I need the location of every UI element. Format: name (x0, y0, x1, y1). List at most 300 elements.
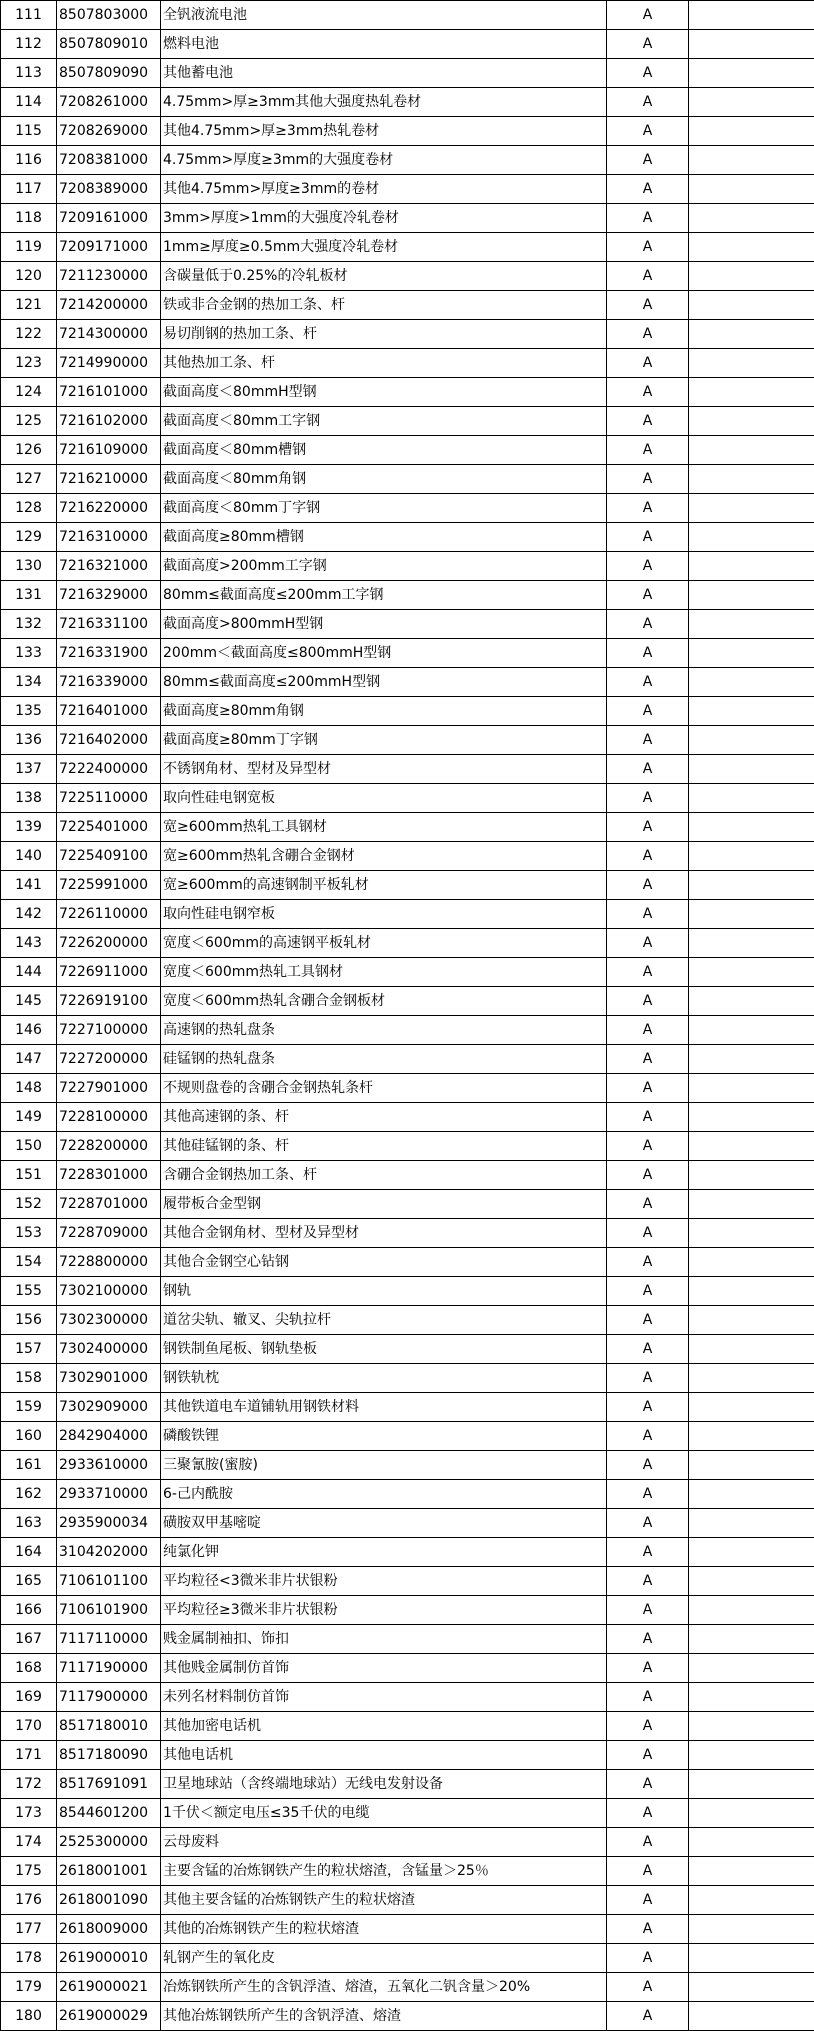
table-row (1, 494, 814, 523)
product-name-cell: 4.75mm>厚≥3mm其他大强度热轧卷材 (161, 88, 607, 117)
row-number-cell: 165 (1, 1567, 57, 1596)
hs-code-cell: 7302901000 (57, 1364, 161, 1393)
hs-code-cell: 7117900000 (57, 1683, 161, 1712)
remarks-cell (689, 1132, 814, 1161)
category-cell: A (607, 1480, 689, 1509)
table-row (1, 30, 814, 59)
table-row (1, 813, 814, 842)
row-number-cell: 136 (1, 726, 57, 755)
category-cell: A (607, 1596, 689, 1625)
hs-code-cell: 7227901000 (57, 1074, 161, 1103)
hs-code-cell: 2619000010 (57, 1944, 161, 1973)
category-cell: A (607, 1741, 689, 1770)
product-name-cell: 三聚氰胺(蜜胺) (161, 1451, 607, 1480)
table-row (1, 1103, 814, 1132)
remarks-cell (689, 1306, 814, 1335)
table-row (1, 1567, 814, 1596)
category-cell: A (607, 1886, 689, 1915)
row-number-cell: 154 (1, 1248, 57, 1277)
category-cell: A (607, 1567, 689, 1596)
row-number-cell: 179 (1, 1973, 57, 2002)
remarks-cell (689, 436, 814, 465)
remarks-cell (689, 1277, 814, 1306)
category-cell: A (607, 1799, 689, 1828)
category-cell: A (607, 697, 689, 726)
table-row (1, 1190, 814, 1219)
product-name-cell: 钢铁轨枕 (161, 1364, 607, 1393)
hs-code-cell: 7117190000 (57, 1654, 161, 1683)
hs-code-cell: 7214200000 (57, 291, 161, 320)
remarks-cell (689, 1480, 814, 1509)
product-name-cell: 全钒液流电池 (161, 1, 607, 30)
product-name-cell: 道岔尖轨、辙叉、尖轨拉杆 (161, 1306, 607, 1335)
table-row (1, 1886, 814, 1915)
product-name-cell: 含碳量低于0.25%的冷轧板材 (161, 262, 607, 291)
remarks-cell (689, 1074, 814, 1103)
product-name-cell: 硅锰钢的热轧盘条 (161, 1045, 607, 1074)
table-body (1, 1, 814, 2031)
remarks-cell (689, 1219, 814, 1248)
category-cell: A (607, 784, 689, 813)
row-number-cell: 159 (1, 1393, 57, 1422)
hs-code-cell: 7226110000 (57, 900, 161, 929)
hs-code-cell: 7216329000 (57, 581, 161, 610)
table-row (1, 842, 814, 871)
hs-code-cell: 7209161000 (57, 204, 161, 233)
row-number-cell: 127 (1, 465, 57, 494)
row-number-cell: 134 (1, 668, 57, 697)
product-name-cell: 其他合金钢空心钻钢 (161, 1248, 607, 1277)
hs-code-cell: 7227200000 (57, 1045, 161, 1074)
row-number-cell: 123 (1, 349, 57, 378)
table-row (1, 1016, 814, 1045)
product-name-cell: 其他热加工条、杆 (161, 349, 607, 378)
hs-code-cell: 7209171000 (57, 233, 161, 262)
remarks-cell (689, 1857, 814, 1886)
table-row (1, 784, 814, 813)
product-name-cell: 截面高度＜80mm角钢 (161, 465, 607, 494)
row-number-cell: 138 (1, 784, 57, 813)
hs-code-cell: 8517180010 (57, 1712, 161, 1741)
row-number-cell: 121 (1, 291, 57, 320)
table-row (1, 1, 814, 30)
remarks-cell (689, 1683, 814, 1712)
category-cell: A (607, 1277, 689, 1306)
hs-code-cell: 2618009000 (57, 1915, 161, 1944)
product-name-cell: 取向性硅电钢窄板 (161, 900, 607, 929)
product-name-cell: 纯氯化钾 (161, 1538, 607, 1567)
row-number-cell: 137 (1, 755, 57, 784)
remarks-cell (689, 1103, 814, 1132)
hs-code-cell: 7216220000 (57, 494, 161, 523)
category-cell: A (607, 349, 689, 378)
hs-code-cell: 7226911000 (57, 958, 161, 987)
category-cell: A (607, 291, 689, 320)
row-number-cell: 157 (1, 1335, 57, 1364)
category-cell: A (607, 1074, 689, 1103)
row-number-cell: 180 (1, 2002, 57, 2031)
product-name-cell: 截面高度＜80mm丁字钢 (161, 494, 607, 523)
remarks-cell (689, 1596, 814, 1625)
hs-code-cell: 7216339000 (57, 668, 161, 697)
remarks-cell (689, 262, 814, 291)
hs-code-cell: 7225110000 (57, 784, 161, 813)
table-row (1, 1654, 814, 1683)
table-row (1, 436, 814, 465)
category-cell: A (607, 1944, 689, 1973)
table-row (1, 929, 814, 958)
hs-code-cell: 7216310000 (57, 523, 161, 552)
table-row (1, 146, 814, 175)
product-name-cell: 易切削钢的热加工条、杆 (161, 320, 607, 349)
table-row (1, 1248, 814, 1277)
hs-code-cell: 7228100000 (57, 1103, 161, 1132)
category-cell: A (607, 1190, 689, 1219)
category-cell: A (607, 1393, 689, 1422)
hs-code-cell: 7117110000 (57, 1625, 161, 1654)
row-number-cell: 118 (1, 204, 57, 233)
table-row (1, 2002, 814, 2031)
category-cell: A (607, 146, 689, 175)
hs-code-cell: 7106101100 (57, 1567, 161, 1596)
product-name-cell: 其他合金钢角材、型材及异型材 (161, 1219, 607, 1248)
product-name-cell: 平均粒径<3微米非片状银粉 (161, 1567, 607, 1596)
remarks-cell (689, 175, 814, 204)
row-number-cell: 156 (1, 1306, 57, 1335)
table-row (1, 291, 814, 320)
row-number-cell: 171 (1, 1741, 57, 1770)
remarks-cell (689, 1828, 814, 1857)
product-name-cell: 燃料电池 (161, 30, 607, 59)
hs-code-cell: 7214300000 (57, 320, 161, 349)
hs-code-cell: 8544601200 (57, 1799, 161, 1828)
table-row (1, 958, 814, 987)
category-cell: A (607, 1654, 689, 1683)
table-row (1, 581, 814, 610)
remarks-cell (689, 88, 814, 117)
remarks-cell (689, 1422, 814, 1451)
category-cell: A (607, 1770, 689, 1799)
product-name-cell: 其他4.75mm>厚≥3mm热轧卷材 (161, 117, 607, 146)
row-number-cell: 117 (1, 175, 57, 204)
category-cell: A (607, 1364, 689, 1393)
category-cell: A (607, 900, 689, 929)
product-name-cell: 1mm≥厚度≥0.5mm大强度冷轧卷材 (161, 233, 607, 262)
remarks-cell (689, 1190, 814, 1219)
hs-code-cell: 2619000029 (57, 2002, 161, 2031)
table-row (1, 1277, 814, 1306)
row-number-cell: 122 (1, 320, 57, 349)
row-number-cell: 169 (1, 1683, 57, 1712)
remarks-cell (689, 639, 814, 668)
product-name-cell: 其他冶炼钢铁所产生的含钒浮渣、熔渣 (161, 2002, 607, 2031)
remarks-cell (689, 1973, 814, 2002)
row-number-cell: 174 (1, 1828, 57, 1857)
product-name-cell: 不锈钢角材、型材及异型材 (161, 755, 607, 784)
product-name-cell: 其他4.75mm>厚度≥3mm的卷材 (161, 175, 607, 204)
remarks-cell (689, 1161, 814, 1190)
product-name-cell: 磷酸铁锂 (161, 1422, 607, 1451)
product-name-cell: 6-己内酰胺 (161, 1480, 607, 1509)
table-row (1, 668, 814, 697)
row-number-cell: 115 (1, 117, 57, 146)
row-number-cell: 167 (1, 1625, 57, 1654)
remarks-cell (689, 668, 814, 697)
row-number-cell: 145 (1, 987, 57, 1016)
row-number-cell: 173 (1, 1799, 57, 1828)
category-cell: A (607, 407, 689, 436)
row-number-cell: 148 (1, 1074, 57, 1103)
table-row (1, 1741, 814, 1770)
product-name-cell: 截面高度≥80mm角钢 (161, 697, 607, 726)
row-number-cell: 141 (1, 871, 57, 900)
table-row (1, 1045, 814, 1074)
product-name-cell: 宽度＜600mm热轧含硼合金钢板材 (161, 987, 607, 1016)
category-cell: A (607, 1538, 689, 1567)
category-cell: A (607, 1306, 689, 1335)
remarks-cell (689, 1393, 814, 1422)
remarks-cell (689, 1451, 814, 1480)
hs-code-cell: 7302400000 (57, 1335, 161, 1364)
remarks-cell (689, 900, 814, 929)
row-number-cell: 153 (1, 1219, 57, 1248)
row-number-cell: 143 (1, 929, 57, 958)
table-row (1, 378, 814, 407)
product-name-cell: 1千伏＜额定电压≤35千伏的电缆 (161, 1799, 607, 1828)
table-row (1, 610, 814, 639)
hs-code-cell: 7208389000 (57, 175, 161, 204)
product-name-cell: 宽≥600mm的高速钢制平板轧材 (161, 871, 607, 900)
product-name-cell: 其他铁道电车道铺轨用钢铁材料 (161, 1393, 607, 1422)
table-row (1, 1335, 814, 1364)
table-row (1, 407, 814, 436)
product-name-cell: 宽≥600mm热轧工具钢材 (161, 813, 607, 842)
table-row (1, 726, 814, 755)
hs-code-cell: 8507809090 (57, 59, 161, 88)
table-row (1, 1422, 814, 1451)
table-row (1, 1509, 814, 1538)
hs-code-cell: 7226200000 (57, 929, 161, 958)
category-cell: A (607, 1973, 689, 2002)
remarks-cell (689, 958, 814, 987)
table-row (1, 465, 814, 494)
category-cell: A (607, 1248, 689, 1277)
remarks-cell (689, 755, 814, 784)
remarks-cell (689, 784, 814, 813)
product-name-cell: 4.75mm>厚度≥3mm的大强度卷材 (161, 146, 607, 175)
table-row (1, 1683, 814, 1712)
row-number-cell: 146 (1, 1016, 57, 1045)
remarks-cell (689, 813, 814, 842)
row-number-cell: 126 (1, 436, 57, 465)
remarks-cell (689, 2002, 814, 2031)
product-name-cell: 其他硅锰钢的条、杆 (161, 1132, 607, 1161)
row-number-cell: 163 (1, 1509, 57, 1538)
product-name-cell: 其他蓄电池 (161, 59, 607, 88)
table-row (1, 204, 814, 233)
product-name-cell: 200mm＜截面高度≤800mmH型钢 (161, 639, 607, 668)
product-name-cell: 宽度＜600mm热轧工具钢材 (161, 958, 607, 987)
category-cell: A (607, 668, 689, 697)
remarks-cell (689, 146, 814, 175)
remarks-cell (689, 204, 814, 233)
remarks-cell (689, 726, 814, 755)
table-row (1, 871, 814, 900)
hs-code-cell: 7222400000 (57, 755, 161, 784)
category-cell: A (607, 1857, 689, 1886)
remarks-cell (689, 30, 814, 59)
row-number-cell: 176 (1, 1886, 57, 1915)
hs-code-cell: 7226919100 (57, 987, 161, 1016)
product-name-cell: 80mm≤截面高度≤200mmH型钢 (161, 668, 607, 697)
row-number-cell: 133 (1, 639, 57, 668)
category-cell: A (607, 2002, 689, 2031)
category-cell: A (607, 262, 689, 291)
row-number-cell: 114 (1, 88, 57, 117)
row-number-cell: 164 (1, 1538, 57, 1567)
table-row (1, 1538, 814, 1567)
remarks-cell (689, 1538, 814, 1567)
hs-code-cell: 7225409100 (57, 842, 161, 871)
hs-code-cell: 7216402000 (57, 726, 161, 755)
hs-code-cell: 7216321000 (57, 552, 161, 581)
remarks-cell (689, 1045, 814, 1074)
table-row (1, 1480, 814, 1509)
remarks-cell (689, 1770, 814, 1799)
remarks-cell (689, 465, 814, 494)
category-cell: A (607, 175, 689, 204)
table-row (1, 523, 814, 552)
product-name-cell: 贱金属制袖扣、饰扣 (161, 1625, 607, 1654)
category-cell: A (607, 1161, 689, 1190)
category-cell: A (607, 436, 689, 465)
table-row (1, 1712, 814, 1741)
category-cell: A (607, 204, 689, 233)
row-number-cell: 147 (1, 1045, 57, 1074)
table-row (1, 1132, 814, 1161)
remarks-cell (689, 494, 814, 523)
category-cell: A (607, 117, 689, 146)
hs-code-cell: 7302909000 (57, 1393, 161, 1422)
table-row (1, 697, 814, 726)
product-name-cell: 磺胺双甲基嘧啶 (161, 1509, 607, 1538)
product-name-cell: 截面高度≥80mm槽钢 (161, 523, 607, 552)
category-cell: A (607, 59, 689, 88)
remarks-cell (689, 1364, 814, 1393)
category-cell: A (607, 987, 689, 1016)
category-cell: A (607, 929, 689, 958)
remarks-cell (689, 1335, 814, 1364)
category-cell: A (607, 726, 689, 755)
category-cell: A (607, 88, 689, 117)
category-cell: A (607, 1016, 689, 1045)
hs-code-cell: 7225991000 (57, 871, 161, 900)
category-cell: A (607, 378, 689, 407)
product-name-cell: 钢铁制鱼尾板、钢轨垫板 (161, 1335, 607, 1364)
table-row (1, 1451, 814, 1480)
category-cell: A (607, 1451, 689, 1480)
category-cell: A (607, 1712, 689, 1741)
table-row (1, 1857, 814, 1886)
table-row (1, 349, 814, 378)
product-name-cell: 宽度＜600mm的高速钢平板轧材 (161, 929, 607, 958)
category-cell: A (607, 1335, 689, 1364)
row-number-cell: 168 (1, 1654, 57, 1683)
table-row (1, 1770, 814, 1799)
hs-code-cell: 7227100000 (57, 1016, 161, 1045)
remarks-cell (689, 1799, 814, 1828)
remarks-cell (689, 871, 814, 900)
product-name-cell: 3mm>厚度>1mm的大强度冷轧卷材 (161, 204, 607, 233)
product-name-cell: 截面高度＜80mm工字钢 (161, 407, 607, 436)
row-number-cell: 177 (1, 1915, 57, 1944)
row-number-cell: 135 (1, 697, 57, 726)
product-name-cell: 其他高速钢的条、杆 (161, 1103, 607, 1132)
row-number-cell: 112 (1, 30, 57, 59)
category-cell: A (607, 233, 689, 262)
row-number-cell: 111 (1, 1, 57, 30)
category-cell: A (607, 581, 689, 610)
table-row (1, 1625, 814, 1654)
product-name-cell: 宽≥600mm热轧含硼合金钢材 (161, 842, 607, 871)
row-number-cell: 162 (1, 1480, 57, 1509)
remarks-cell (689, 291, 814, 320)
product-name-cell: 平均粒径≥3微米非片状银粉 (161, 1596, 607, 1625)
row-number-cell: 113 (1, 59, 57, 88)
remarks-cell (689, 1625, 814, 1654)
product-name-cell: 截面高度>200mm工字钢 (161, 552, 607, 581)
hs-code-cell: 7208261000 (57, 88, 161, 117)
category-cell: A (607, 1422, 689, 1451)
category-cell: A (607, 465, 689, 494)
product-name-cell: 不规则盘卷的含硼合金钢热轧条杆 (161, 1074, 607, 1103)
row-number-cell: 125 (1, 407, 57, 436)
remarks-cell (689, 1944, 814, 1973)
row-number-cell: 139 (1, 813, 57, 842)
category-cell: A (607, 494, 689, 523)
remarks-cell (689, 1016, 814, 1045)
product-name-cell: 80mm≤截面高度≤200mm工字钢 (161, 581, 607, 610)
row-number-cell: 161 (1, 1451, 57, 1480)
hs-code-cell: 7216210000 (57, 465, 161, 494)
hs-code-cell: 2618001090 (57, 1886, 161, 1915)
product-name-cell: 其他加密电话机 (161, 1712, 607, 1741)
product-name-cell: 含硼合金钢热加工条、杆 (161, 1161, 607, 1190)
product-name-cell: 截面高度＜80mm槽钢 (161, 436, 607, 465)
hs-code-cell: 2618001001 (57, 1857, 161, 1886)
category-cell: A (607, 958, 689, 987)
table-row (1, 1944, 814, 1973)
table-row (1, 900, 814, 929)
hs-code-cell: 2525300000 (57, 1828, 161, 1857)
remarks-cell (689, 1567, 814, 1596)
remarks-cell (689, 1741, 814, 1770)
hs-code-cell: 7228701000 (57, 1190, 161, 1219)
remarks-cell (689, 233, 814, 262)
category-cell: A (607, 552, 689, 581)
category-cell: A (607, 1045, 689, 1074)
row-number-cell: 131 (1, 581, 57, 610)
table-row (1, 233, 814, 262)
remarks-cell (689, 697, 814, 726)
table-row (1, 552, 814, 581)
category-cell: A (607, 842, 689, 871)
remarks-cell (689, 842, 814, 871)
category-cell: A (607, 30, 689, 59)
remarks-cell (689, 1248, 814, 1277)
remarks-cell (689, 523, 814, 552)
row-number-cell: 151 (1, 1161, 57, 1190)
